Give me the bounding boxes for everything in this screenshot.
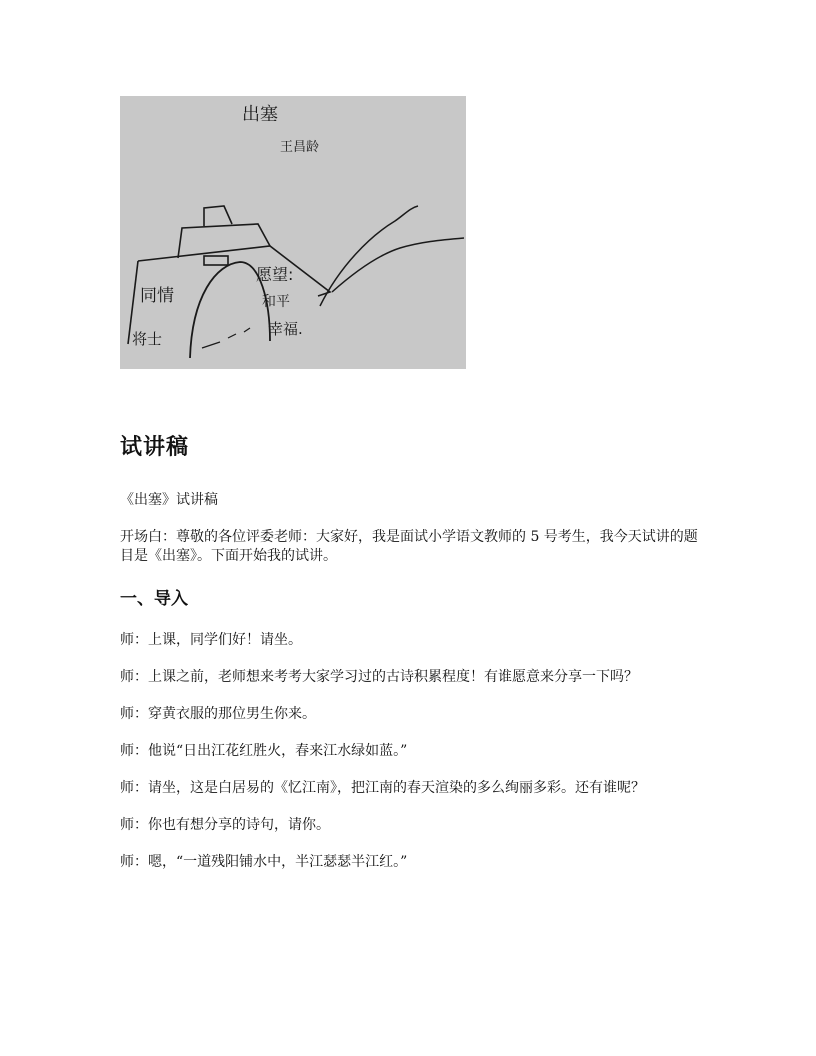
- sketch-label-happiness: 幸福.: [268, 320, 303, 338]
- paragraph: 师：请坐，这是白居易的《忆江南》，把江南的春天渲染的多么绚丽多彩。还有谁呢？: [120, 780, 645, 796]
- intro-paragraph: 开场白：尊敬的各位评委老师：大家好，我是面试小学语文教师的 5 号考生，我今天试讲的题目是《出塞》。下面开始我的试讲。: [120, 529, 698, 564]
- page-title: 试讲稿: [120, 435, 190, 460]
- paragraph: 师：嗯，“一道残阳铺水中，半江瑟瑟半江红。”: [120, 854, 408, 870]
- sketch-label-soldiers: 将士: [132, 330, 163, 348]
- paragraph: 师：你也有想分享的诗句，请你。: [120, 817, 330, 833]
- sketch-label-wish: 愿望:: [256, 265, 294, 284]
- section-heading: 一、导入: [120, 589, 188, 609]
- blackboard-sketch-photo: [120, 96, 466, 369]
- paragraph: 师：上课之前，老师想来考考大家学习过的古诗积累程度！有谁愿意来分享一下吗？: [120, 669, 638, 685]
- sketch-label-peace: 和平: [262, 294, 290, 310]
- paragraph: 师：上课，同学们好！请坐。: [120, 632, 302, 648]
- sketch-author: 王昌龄: [280, 140, 320, 155]
- document-body: [120, 430, 700, 890]
- sketch-title: 出塞: [242, 104, 278, 125]
- sketch-label-sympathy: 同情: [140, 286, 174, 306]
- sketch-drawing: [120, 96, 466, 369]
- paragraph: 师：穿黄衣服的那位男生你来。: [120, 706, 316, 722]
- paragraph: 师：他说“日出江花红胜火，春来江水绿如蓝。”: [120, 743, 408, 759]
- subtitle: 《出塞》试讲稿: [120, 492, 218, 508]
